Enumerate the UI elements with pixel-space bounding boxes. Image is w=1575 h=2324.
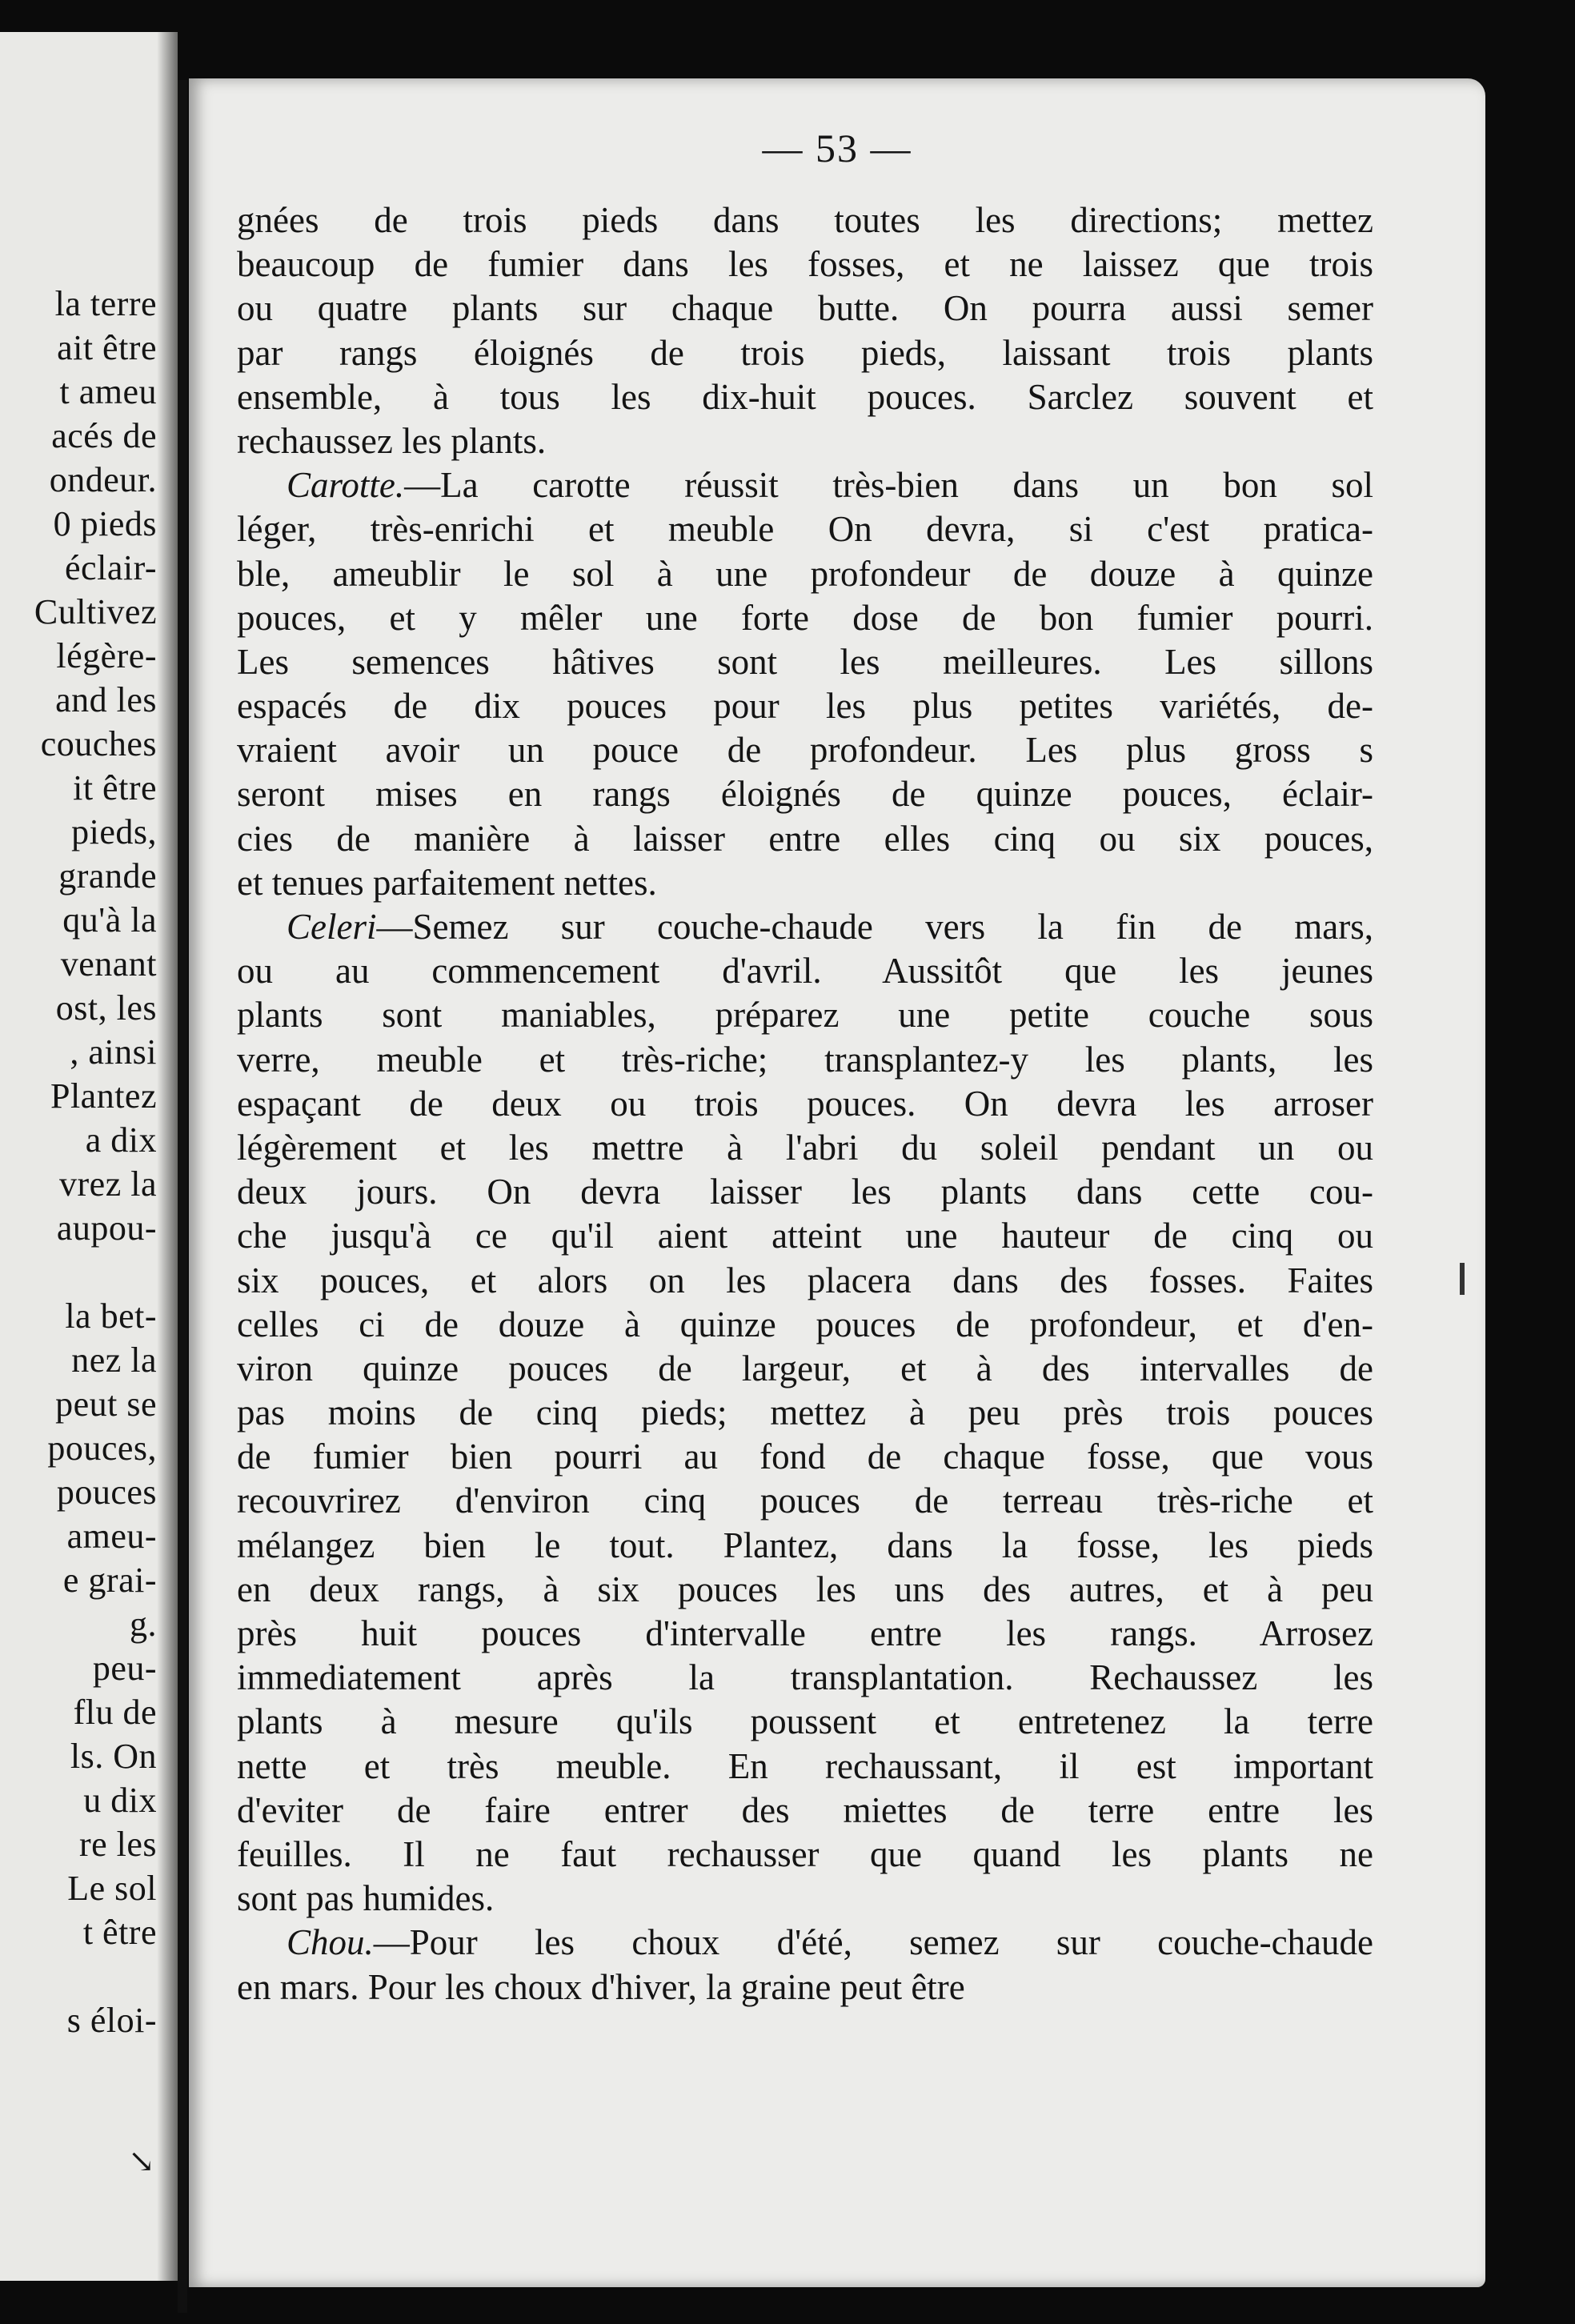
left-page-line xyxy=(0,1954,157,1998)
text-line: plants à mesure qu'ils poussent et entretenez la terre xyxy=(237,1701,1373,1742)
text-line: ble, ameublir le sol à une profondeur de douze à quinze xyxy=(237,553,1373,594)
left-page-line: légère- xyxy=(56,636,157,675)
text-line xyxy=(237,1921,1373,1965)
left-page-text xyxy=(0,282,157,2042)
left-page-line: u dix xyxy=(83,1781,157,1820)
left-page-line: pouces xyxy=(56,1473,157,1512)
left-page-line: g. xyxy=(130,1605,157,1644)
text-line: légèrement et les mettre à l'abri du soleil pendant un ou xyxy=(237,1127,1373,1168)
text-line: sont pas humides. xyxy=(237,1878,495,1919)
text-line: viron quinze pouces de largeur, et à des intervalles de xyxy=(237,1348,1373,1388)
text-line: cies de manière à laisser entre elles cinq ou six pouces, xyxy=(237,818,1373,859)
left-page-line: ost, les xyxy=(55,988,157,1028)
text-line: deux jours. On devra laisser les plants dans cette cou- xyxy=(237,1172,1373,1212)
paragraph xyxy=(237,905,1373,1921)
text-line xyxy=(237,905,1373,949)
left-page-line: ait être xyxy=(57,328,157,367)
text-line: che jusqu'à ce qu'il aient atteint une hauteur de cinq ou xyxy=(237,1216,1373,1256)
left-page-line: , ainsi xyxy=(70,1032,157,1072)
left-page-line: la terre xyxy=(54,284,157,323)
page-number: — 53 — xyxy=(762,126,912,170)
page-blemish xyxy=(1460,1263,1465,1295)
text-line: beaucoup de fumier dans les fosses, et ne laissez que trois xyxy=(237,244,1373,285)
paragraph xyxy=(237,1921,1373,2009)
text-line: espaçant de deux ou trois pouces. On devra les arroser xyxy=(237,1083,1373,1124)
left-page-line: t ameu xyxy=(59,372,157,411)
text-line: pouces, et y mêler une forte dose de bon fumier pourri. xyxy=(237,597,1373,638)
left-page-line: qu'à la xyxy=(62,900,157,940)
text-line: feuilles. Il ne faut rechausser que quand les plants ne xyxy=(237,1833,1373,1874)
left-page-line: t être xyxy=(82,1913,157,1952)
text-line: plants sont maniables, préparez une petite couche sous xyxy=(237,995,1373,1036)
left-page-line: Cultivez xyxy=(34,592,157,631)
left-page-line: re les xyxy=(78,1825,157,1864)
paragraph xyxy=(237,463,1373,905)
text-line: et tenues parfaitement nettes. xyxy=(237,862,657,903)
text-line: pas moins de cinq pieds; mettez à peu près trois pouces xyxy=(237,1392,1373,1433)
text-line: verre, meuble et très-riche; transplantez-y les plants, les xyxy=(237,1039,1373,1080)
text-line: près huit pouces d'intervalle entre les rangs. Arrosez xyxy=(237,1613,1373,1653)
left-page-line: and les xyxy=(55,680,157,719)
left-facing-page xyxy=(0,32,178,2281)
text-line: six pouces, et alors on les placera dans des fosses. Faites xyxy=(237,1260,1373,1300)
left-page-line: ls. On xyxy=(70,1737,157,1776)
left-page-line: flu de xyxy=(73,1693,157,1732)
paragraph xyxy=(237,198,1373,463)
main-page xyxy=(189,78,1485,2287)
text-line: de fumier bien pourri au fond de chaque fosse, que vous xyxy=(237,1436,1373,1477)
text-line-content: —Semez sur couche-chaude vers la fin de mars, xyxy=(376,907,1373,947)
text-line: Les semences hâtives sont les meilleures. Les sillons xyxy=(237,641,1373,682)
left-page-line: éclair- xyxy=(65,548,157,587)
left-page-line: nez la xyxy=(71,1340,157,1380)
text-line: seront mises en rangs éloignés de quinze pouces, éclair- xyxy=(237,774,1373,815)
left-page-line: ameu- xyxy=(66,1517,157,1556)
book-gutter xyxy=(178,80,187,2313)
left-page-line: Plantez xyxy=(50,1076,157,1116)
text-line: rechaussez les plants. xyxy=(237,420,547,461)
left-page-line: grande xyxy=(58,856,157,896)
text-line: en deux rangs, à six pouces les uns des autres, et à peu xyxy=(237,1569,1373,1609)
text-line: en mars. Pour les choux d'hiver, la graine peut être xyxy=(237,1966,965,2007)
text-line: par rangs éloignés de trois pieds, laissant trois plants xyxy=(237,332,1373,373)
text-line: ou quatre plants sur chaque butte. On pourra aussi semer xyxy=(237,288,1373,329)
left-page-line: 0 pieds xyxy=(53,504,157,543)
paragraph-lead-term: Chou. xyxy=(287,1922,374,1963)
paragraph-lead-term: Celeri xyxy=(287,907,377,947)
text-line: recouvrirez d'environ cinq pouces de terreau très-riche et xyxy=(237,1481,1373,1521)
text-line: mélangez bien le tout. Plantez, dans la fosse, les pieds xyxy=(237,1525,1373,1565)
left-page-line: venant xyxy=(60,944,157,984)
text-line: celles ci de douze à quinze pouces de profondeur, et d'en- xyxy=(237,1304,1373,1344)
left-page-line: ondeur. xyxy=(49,460,157,499)
left-page-line xyxy=(0,1250,157,1294)
left-page-line: peut se xyxy=(55,1384,157,1424)
text-line: gnées de trois pieds dans toutes les directions; mettez xyxy=(237,200,1373,240)
left-page-line: Le sol xyxy=(67,1869,157,1908)
text-line: léger, très-enrichi et meuble On devra, si c'est pratica- xyxy=(237,509,1373,550)
left-page-line: s éloi- xyxy=(66,2001,157,2040)
page-edge-shadow xyxy=(157,32,178,2281)
left-page-line: la bet- xyxy=(65,1296,157,1336)
left-page-line: vrez la xyxy=(59,1164,157,1204)
text-line: nette et très meuble. En rechaussant, il est important xyxy=(237,1745,1373,1786)
text-line: ou au commencement d'avril. Aussitôt que les jeunes xyxy=(237,951,1373,992)
text-line-content: —Pour les choux d'été, semez sur couche-chaude xyxy=(373,1922,1373,1963)
body-text xyxy=(237,198,1373,2009)
left-page-line: it être xyxy=(73,768,157,807)
left-page-line: aupou- xyxy=(56,1208,157,1248)
text-line-content: —La carotte réussit très-bien dans un bon sol xyxy=(404,465,1373,506)
text-line: ensemble, à tous les dix-huit pouces. Sarclez souvent et xyxy=(237,376,1373,417)
left-page-line: e grai- xyxy=(62,1561,157,1600)
text-line: d'eviter de faire entrer des miettes de terre entre les xyxy=(237,1789,1373,1830)
left-page-line: a dix xyxy=(85,1120,157,1160)
left-page-line: pouces, xyxy=(47,1428,157,1468)
text-line: espacés de dix pouces pour les plus petites variétés, de- xyxy=(237,686,1373,727)
left-page-line: peu- xyxy=(92,1649,157,1688)
text-line: vraient avoir un pouce de profondeur. Les plus gross s xyxy=(237,730,1373,771)
left-page-mark: ↘ xyxy=(128,2143,155,2180)
left-page-line: couches xyxy=(40,724,157,763)
left-page-line: pieds, xyxy=(71,812,157,851)
text-line xyxy=(237,463,1373,507)
paragraph-lead-term: Carotte. xyxy=(287,465,405,506)
text-line: immediatement après la transplantation. Rechaussez les xyxy=(237,1657,1373,1698)
left-page-line: acés de xyxy=(51,416,157,455)
